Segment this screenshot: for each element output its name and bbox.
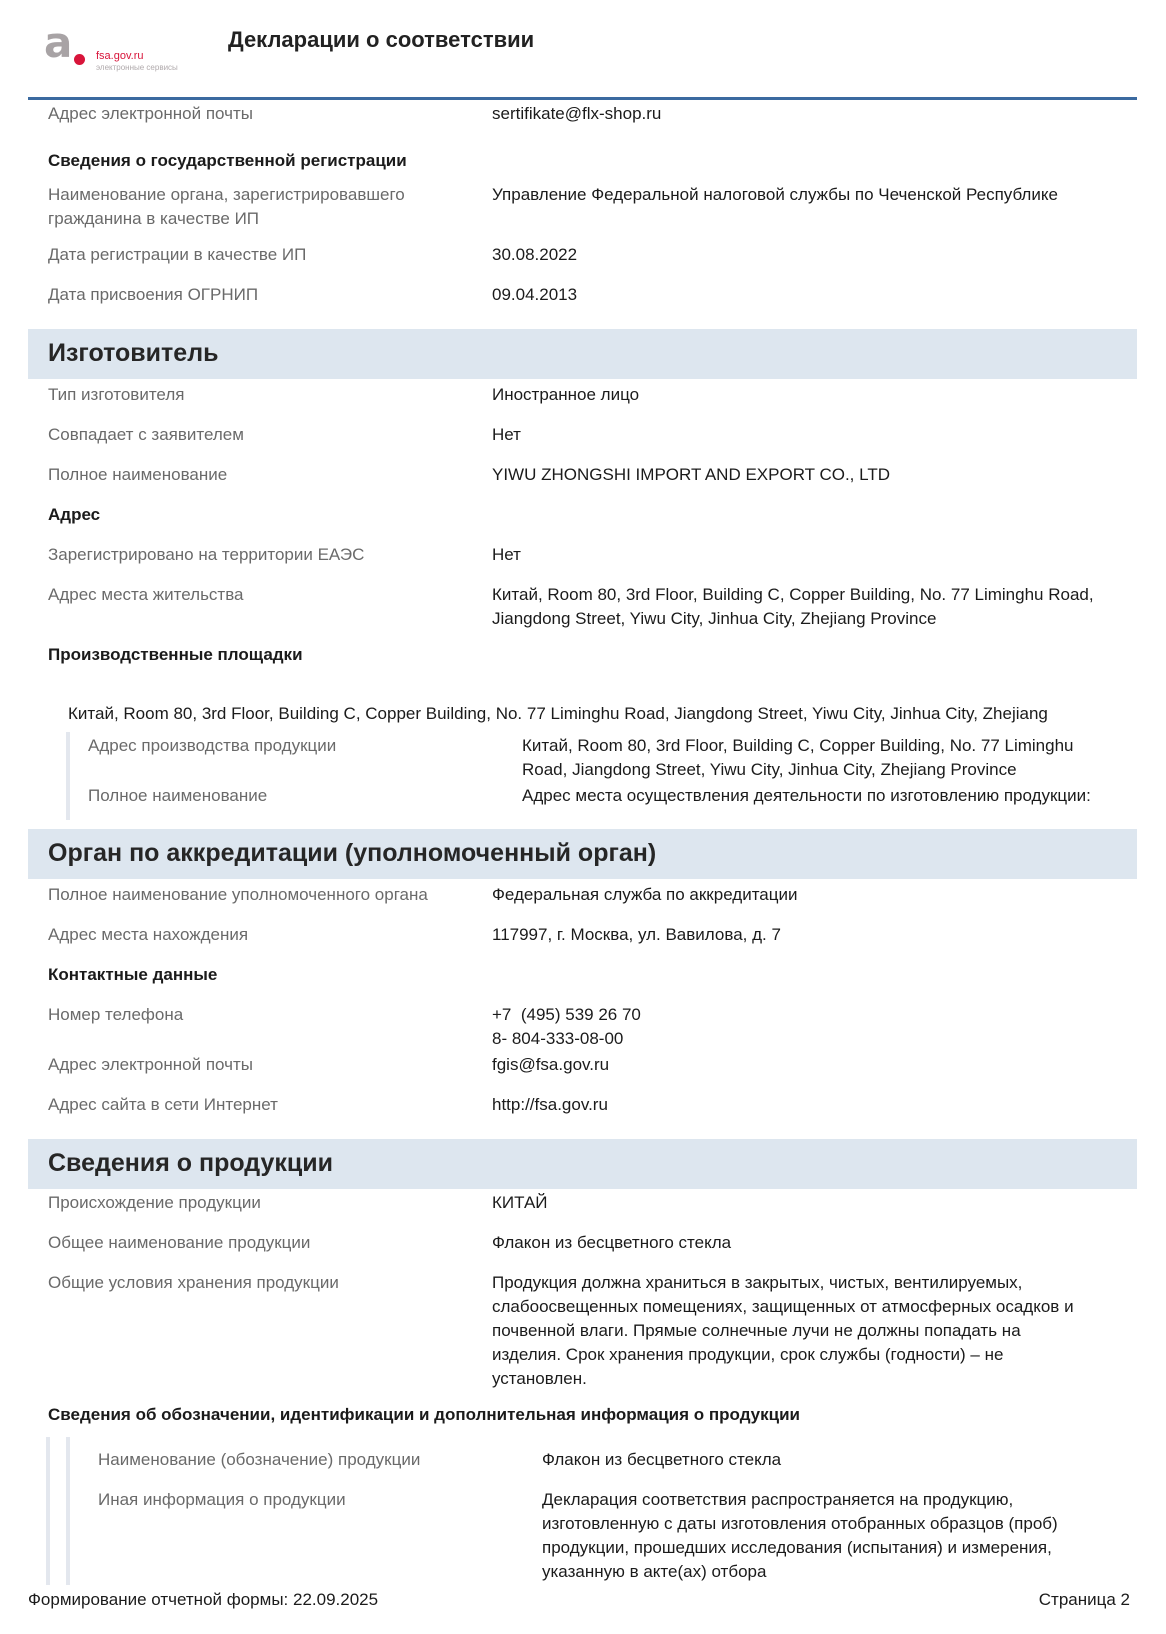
storage-conditions-line5: установлен. [492, 1369, 587, 1388]
authority-name-value: Федеральная служба по аккредитации [492, 885, 798, 904]
reg-org-label-line2: гражданина в качестве ИП [48, 209, 260, 228]
residence-address-label: Адрес места жительства [48, 585, 244, 604]
authority-location-label: Адрес места нахождения [48, 925, 249, 944]
reg-org-value: Управление Федеральной налоговой службы по Чеченской Республике [492, 185, 1058, 204]
designation-label: Наименование (обозначение) продукции [98, 1450, 421, 1469]
reg-org-label-line1: Наименование органа, зарегистрировавшего [48, 185, 405, 204]
storage-conditions-line3: почвенной влаги. Прямые солнечные лучи не должны попадать на [492, 1321, 1021, 1340]
product-origin-label: Происхождение продукции [48, 1193, 261, 1212]
production-site-address: Китай, Room 80, 3rd Floor, Building C, Copper Building, No. 77 Liminghu Road, Jiangdong Street, Yiwu City, Jinhua City, Zhejiang [68, 704, 1048, 723]
phone-value-line1: +7 (495) 539 26 70 [492, 1005, 641, 1024]
same-as-applicant-value: Нет [492, 425, 521, 444]
reg-date-value: 30.08.2022 [492, 245, 578, 264]
applicant-email-label: Адрес электронной почты [48, 104, 253, 123]
accreditation-section-band [28, 829, 1137, 879]
fsa-logo [44, 18, 204, 74]
storage-conditions-label: Общие условия хранения продукции [48, 1273, 339, 1292]
production-sites-heading: Производственные площадки [48, 645, 303, 664]
site-name-value: Адрес места осуществления деятельности по изготовлению продукции: [522, 786, 1091, 805]
product-section-band [28, 1139, 1137, 1189]
product-origin-value: КИТАЙ [492, 1193, 548, 1212]
logo-subtitle: электронные сервисы [96, 63, 178, 72]
other-info-line4: указанную в акте(ах) отбора [542, 1562, 767, 1581]
designation-indent-bar-outer [46, 1437, 50, 1585]
phone-label: Номер телефона [48, 1005, 184, 1024]
manufacturer-type-value: Иностранное лицо [492, 385, 640, 404]
address-heading: Адрес [48, 505, 101, 524]
ogrnip-date-value: 09.04.2013 [492, 285, 578, 304]
eaes-registered-label: Зарегистрировано на территории ЕАЭС [48, 545, 365, 564]
authority-email-label: Адрес электронной почты [48, 1055, 253, 1074]
manufacturer-name-label: Полное наименование [48, 465, 228, 484]
production-address-label: Адрес производства продукции [88, 736, 337, 755]
designation-heading: Сведения об обозначении, идентификации и дополнительная информация о продукции [48, 1405, 801, 1424]
production-address-line2: Road, Jiangdong Street, Yiwu City, Jinhua City, Zhejiang Province [522, 760, 1017, 779]
gov-registration-heading: Сведения о государственной регистрации [48, 151, 407, 170]
document-title: Декларации о соответствии [228, 27, 535, 52]
manufacturer-name-value: YIWU ZHONGSHI IMPORT AND EXPORT CO., LTD [492, 465, 890, 484]
eaes-registered-value: Нет [492, 545, 521, 564]
reg-date-label: Дата регистрации в качестве ИП [48, 245, 307, 264]
authority-email-value: fgis@fsa.gov.ru [492, 1055, 610, 1074]
logo-site: fsa.gov.ru [96, 50, 144, 62]
storage-conditions-line1: Продукция должна храниться в закрытых, чистых, вентилируемых, [492, 1273, 1023, 1292]
contacts-heading: Контактные данные [48, 965, 218, 984]
page-number: Страница 2 [1038, 1590, 1130, 1609]
production-address-line1: Китай, Room 80, 3rd Floor, Building C, Copper Building, No. 77 Liminghu [522, 736, 1074, 755]
general-name-value: Флакон из бесцветного стекла [492, 1233, 732, 1252]
storage-conditions-line2: слабоосвещенных помещениях, защищенных от атмосферных осадков и [492, 1297, 1074, 1316]
storage-conditions-line4: изделия. Срок хранения продукции, срок службы (годности) – не [492, 1345, 1004, 1364]
other-info-line2: изготовленную с даты изготовления отобранных образцов (проб) [542, 1514, 1058, 1533]
phone-value-line2: 8- 804-333-08-00 [492, 1029, 624, 1048]
designation-indent-bar-inner [66, 1437, 70, 1585]
header-divider [28, 97, 1137, 100]
manufacturer-type-label: Тип изготовителя [48, 385, 185, 404]
logo-letter: a [44, 18, 73, 67]
production-site-indent-bar [66, 732, 70, 820]
site-name-label: Полное наименование [88, 786, 268, 805]
report-generated-date: Формирование отчетной формы: 22.09.2025 [28, 1590, 379, 1609]
page-header [0, 0, 1166, 100]
authority-location-value: 117997, г. Москва, ул. Вавилова, д. 7 [492, 925, 781, 944]
residence-address-line1: Китай, Room 80, 3rd Floor, Building C, Copper Building, No. 77 Liminghu Road, [492, 585, 1094, 604]
general-name-label: Общее наименование продукции [48, 1233, 311, 1252]
authority-site-value: http://fsa.gov.ru [492, 1095, 608, 1114]
applicant-email-value: sertifikate@flx-shop.ru [492, 104, 662, 123]
other-info-label: Иная информация о продукции [98, 1490, 346, 1509]
designation-value: Флакон из бесцветного стекла [542, 1450, 782, 1469]
same-as-applicant-label: Совпадает с заявителем [48, 425, 244, 444]
manufacturer-section-title: Изготовитель [48, 339, 219, 367]
manufacturer-section-band [28, 329, 1137, 379]
accreditation-section-title: Орган по аккредитации (уполномоченный орган) [48, 839, 657, 867]
residence-address-line2: Jiangdong Street, Yiwu City, Jinhua City, Zhejiang Province [492, 609, 937, 628]
other-info-line3: продукции, прошедших исследования (испытания) и измерения, [542, 1538, 1052, 1557]
product-section-title: Сведения о продукции [48, 1149, 333, 1177]
ogrnip-date-label: Дата присвоения ОГРНИП [48, 285, 259, 304]
authority-site-label: Адрес сайта в сети Интернет [48, 1095, 278, 1114]
logo-dot-icon [74, 54, 85, 65]
authority-name-label: Полное наименование уполномоченного органа [48, 885, 428, 904]
other-info-line1: Декларация соответствия распространяется на продукцию, [542, 1490, 1014, 1509]
